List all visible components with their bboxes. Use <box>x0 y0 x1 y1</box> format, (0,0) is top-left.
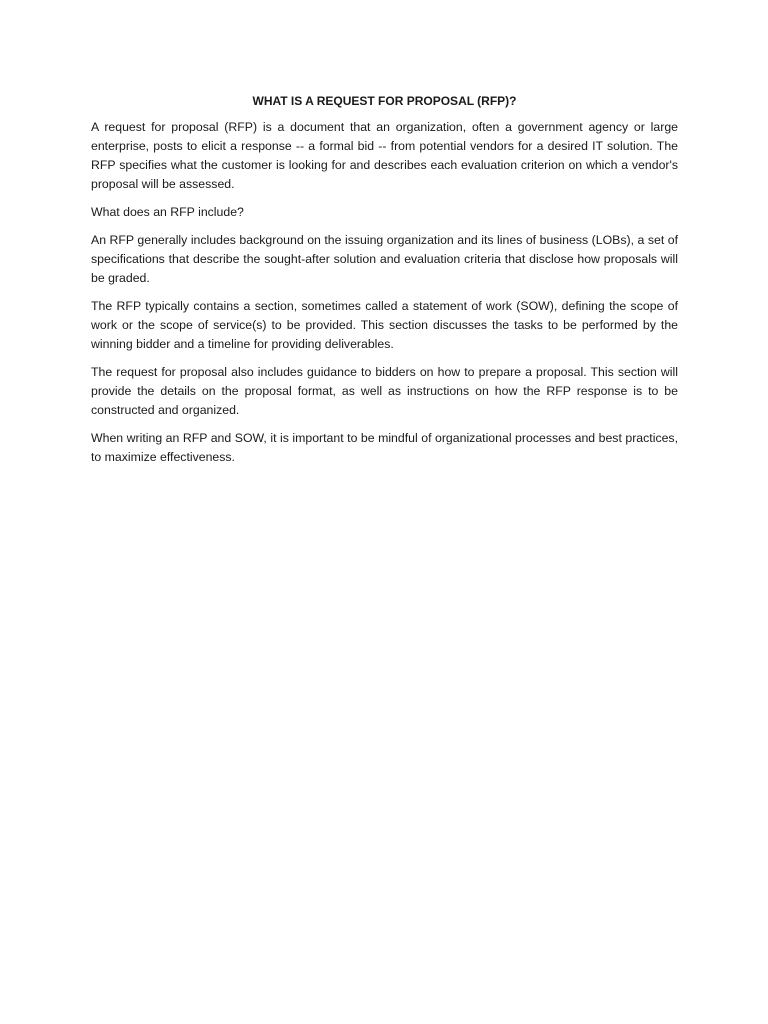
document-title: WHAT IS A REQUEST FOR PROPOSAL (RFP)? <box>252 94 517 108</box>
paragraph-best-practices: When writing an RFP and SOW, it is important to be mindful of organizational processes and best practices, to maximize effectiveness. <box>91 431 678 464</box>
paragraph-rfp-definition: A request for proposal (RFP) is a document that an organization, often a government agency or large enterprise, posts to elicit a response -- a formal bid -- from potential vendors for a desired IT solution. The RFP specifies what the customer is looking for and describes each evaluation criterion on which a vendor's proposal will be assessed. <box>91 120 678 191</box>
paragraph-statement-of-work: The RFP typically contains a section, sometimes called a statement of work (SOW), defining the scope of work or the scope of service(s) to be provided. This section discusses the tasks to be performed by the winning bidder and a timeline for providing deliverables. <box>91 299 678 351</box>
paragraph-question-heading: What does an RFP include? <box>91 205 244 219</box>
paragraph-rfp-includes: An RFP generally includes background on the issuing organization and its lines of business (LOBs), a set of specifications that describe the sought-after solution and evaluation criteria that disclose how proposals will be graded. <box>91 233 678 285</box>
document-body <box>91 92 678 476</box>
paragraph-bidder-guidance: The request for proposal also includes guidance to bidders on how to prepare a proposal. This section will provide the details on the proposal format, as well as instructions on how the RFP response is to be constructed and organized. <box>91 365 678 417</box>
